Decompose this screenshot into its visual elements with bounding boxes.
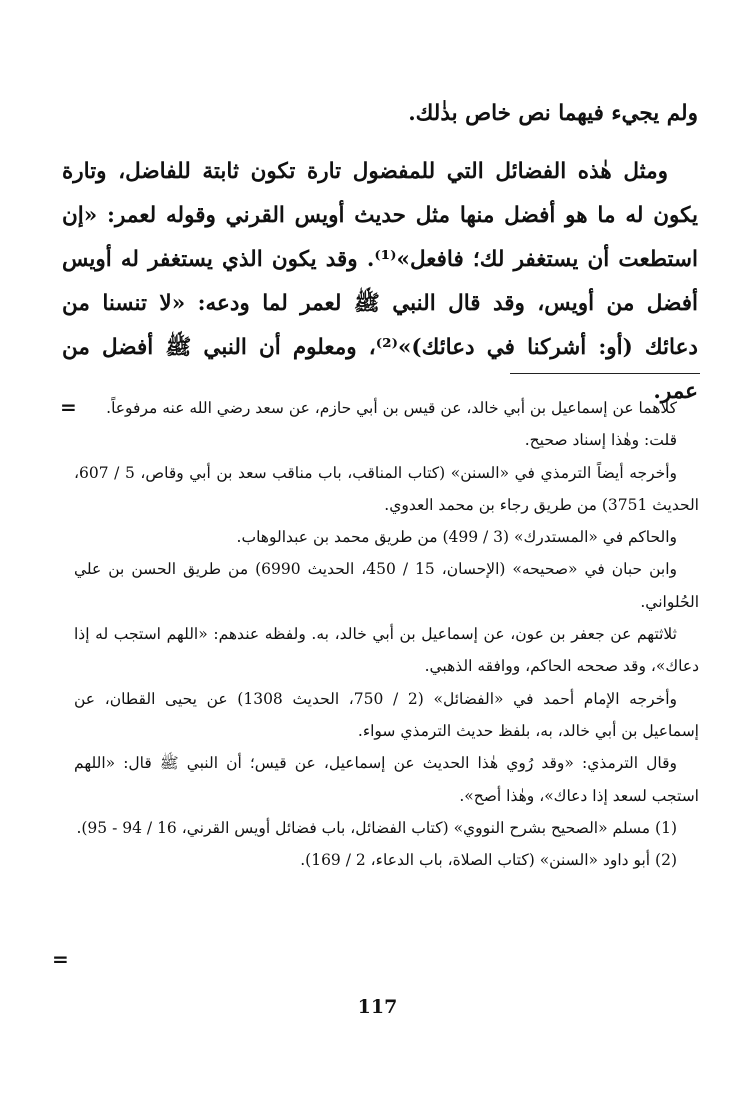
continuation-mark-top: = — [60, 395, 77, 419]
paragraph-2: ومثل هٰذه الفضائل التي للمفضول تارة تكون ثابتة للفاضل، وتارة يكون له ما هو أفضل منها مثل حديث أويس القرني وقوله لعمر: «إن استطعت أن يستغفر لك؛ فافعل»⁽¹⁾. وقد يكون الذي يستغفر له أويس أفضل من أويس، وقد قال النبي ﷺ لعمر لما ودعه: «لا تنسنا من دعائك (أو: أشركنا في دعائك)»⁽²⁾، ومعلوم أن النبي ﷺ أفضل من عمر. — [62, 159, 698, 404]
footnote-1: (1) مسلم «الصحيح بشرح النووي» (كتاب الفضائل، باب فضائل أويس القرني، 16 / 94 - 95). — [76, 818, 677, 837]
footnote-line: كلاهما عن إسماعيل بن أبي خالد، عن قيس بن أبي حازم، عن سعد رضي الله عنه مرفوعاً. — [106, 399, 677, 417]
continuation-mark-bottom: = — [52, 947, 69, 971]
footnote-line: ثلاثتهم عن جعفر بن عون، عن إسماعيل بن أبي خالد، به. ولفظه عندهم: «اللهم استجب له إذا دعاك»، وقد صححه الحاكم، ووافقه الذهبي. — [74, 625, 699, 676]
footnote-line: وابن حبان في «صحيحه» (الإحسان، 15 / 450، الحديث 6990) من طريق الحسن بن علي الحُلواني. — [74, 560, 699, 611]
footnote-line: قلت: وهٰذا إسناد صحيح. — [524, 431, 677, 450]
footnote-separator — [510, 373, 700, 374]
main-text — [62, 92, 698, 414]
page-number: 117 — [357, 996, 398, 1018]
footnote-line: وقال الترمذي: «وقد رُوي هٰذا الحديث عن إسماعيل، عن قيس؛ أن النبي ﷺ قال: «اللهم استجب لسعد إذا دعاك»، وهٰذا أصح». — [74, 754, 699, 805]
footnote-line: وأخرجه أيضاً الترمذي في «السنن» (كتاب المناقب، باب مناقب سعد بن أبي وقاص، 5 / 607، الحديث 3751) من طريق رجاء بن محمد العدوي. — [74, 463, 699, 514]
footnote-line: وأخرجه الإمام أحمد في «الفضائل» (2 / 750، الحديث 1308) عن يحيى القطان، عن إسماعيل بن أبي خالد، به، بلفظ حديث الترمذي سواء. — [74, 689, 699, 740]
paragraph-1: ولم يجيء فيهما نص خاص بذٰلك. — [408, 101, 698, 126]
footnote-line: والحاكم في «المستدرك» (3 / 499) من طريق محمد بن عبدالوهاب. — [236, 528, 677, 547]
footnote-2: (2) أبو داود «السنن» (كتاب الصلاة، باب الدعاء، 2 / 169). — [300, 851, 677, 870]
footnotes — [74, 392, 699, 876]
